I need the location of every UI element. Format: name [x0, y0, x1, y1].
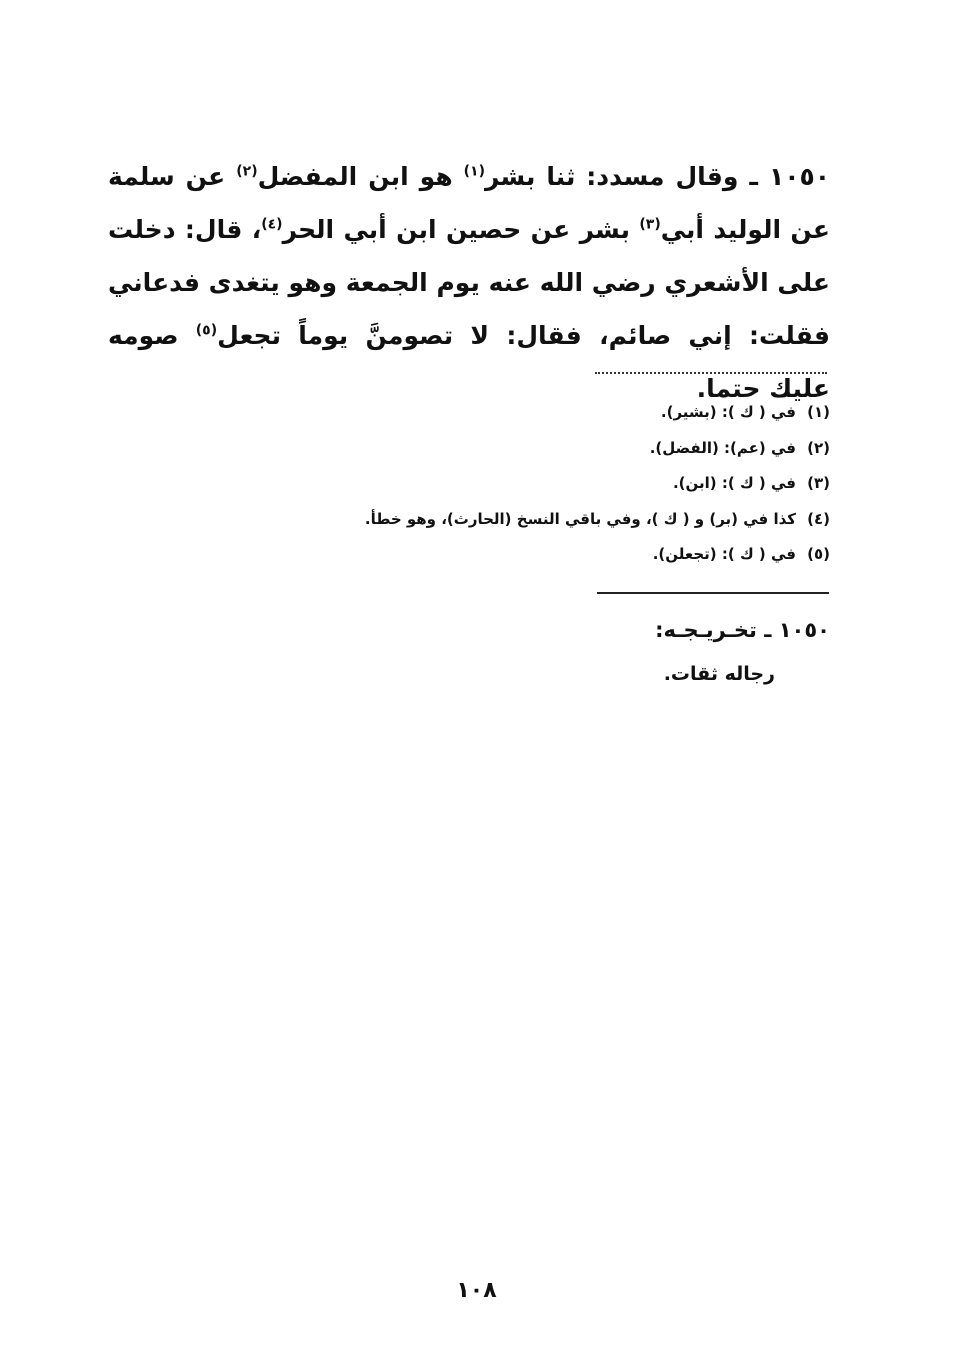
footnote-ref-3: (٣): [639, 216, 661, 233]
footnote-item: [300, 502, 830, 538]
dotted-separator: [595, 372, 827, 374]
footnote-text: في ( ك ): (تجعلن).: [652, 545, 796, 563]
footnote-item: [300, 537, 830, 573]
hadith-text-segment: وقال مسدد: ثنا بشر: [485, 162, 739, 191]
footnote-ref-2: (٢): [236, 163, 258, 180]
footnote-text: في ( ك ): (بشير).: [660, 403, 796, 421]
footnote-text: كذا في (بر) و ( ك )، وفي باقي النسخ (الحارث)، وهو خطأ.: [364, 509, 796, 528]
footnote-text: في (عم): (الفضل).: [649, 438, 796, 457]
hadith-text-segment: ، قال: دخلت على الأشعري رضي الله عنه يوم الجمعة وهو يتغدى فدعاني فقلت: إني صائم، فقال: لا تصومنَّ يوماً تجعل: [108, 215, 830, 350]
footnote-number: (١): [807, 403, 830, 421]
solid-separator: [597, 592, 829, 594]
hadith-text-segment: بشر عن حصين ابن أبي الحر: [282, 215, 640, 244]
hadith-dash: ـ: [738, 162, 769, 191]
hadith-number: ١٠٥٠: [768, 162, 830, 191]
footnote-text: في ( ك ): (ابن).: [672, 474, 796, 492]
hadith-text-segment: صومه عليك حتما.: [108, 321, 830, 403]
hadith-text-segment: عن سلمة عن الوليد أبي: [108, 162, 830, 244]
footnote-item: [300, 431, 830, 467]
hadith-paragraph: [108, 150, 830, 415]
footnote-item: [300, 395, 830, 431]
page-number: ١٠٨: [456, 1278, 497, 1303]
hadith-text-segment: هو ابن المفضل: [257, 162, 464, 191]
footnote-number: (٥): [807, 545, 830, 563]
takhrij-text: رجاله ثقات.: [663, 663, 775, 685]
footnote-number: (٤): [807, 509, 830, 528]
footnote-ref-4: (٤): [261, 216, 283, 233]
takhrij-heading: ١٠٥٠ ـ تخـريـجـه:: [655, 618, 830, 642]
footnote-number: (٣): [807, 474, 830, 492]
footnote-ref-5: (٥): [195, 322, 218, 339]
footnotes-list: [300, 395, 830, 573]
footnote-ref-1: (١): [463, 163, 485, 180]
footnote-item: [300, 466, 830, 502]
footnote-number: (٢): [807, 438, 830, 457]
